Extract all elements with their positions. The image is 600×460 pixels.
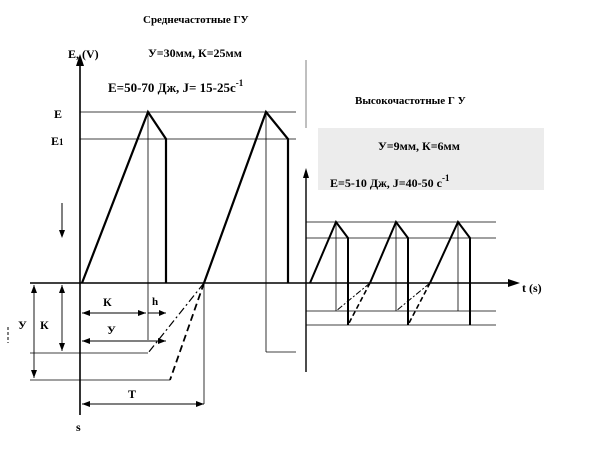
high-title: Высокочастотные Г У: [355, 95, 466, 107]
mid-penetration-dashdot: [148, 283, 204, 353]
dim-k-left-label: К: [40, 318, 49, 332]
mid-penetration-dashed: [170, 283, 204, 380]
dim-h-label: h: [152, 296, 159, 308]
x-axis-arrow: [508, 279, 520, 287]
e-label: Е: [54, 107, 63, 121]
high-params-1: У=9мм, К=6мм: [378, 139, 460, 153]
high-pulse-2: [370, 222, 430, 325]
s-axis-label: s: [76, 420, 81, 434]
x-axis-label: t (s): [522, 281, 542, 295]
dim-u-left-label: У: [18, 318, 27, 332]
mid-params-1: У=30мм, К=25мм: [148, 46, 242, 60]
dim-u-mid-label: У: [107, 323, 116, 337]
mid-pulse-2: [204, 112, 288, 404]
high-y-axis-arrow: [303, 168, 309, 178]
dim-k-top-label: К: [103, 295, 112, 309]
high-pulse-1: [310, 222, 370, 325]
y-axis-label: Е, (V): [68, 47, 99, 61]
high-pulse-3: [430, 222, 470, 325]
mid-title: Среднечастотные ГУ: [143, 14, 249, 26]
down-arrow-head: [59, 230, 65, 238]
high-params-2: Е=5-10 Дж, J=40-50 $с^{-1}$: [330, 173, 450, 190]
mid-params-2: Е=50-70 Дж, $J= 15-25с^{-1}$: [108, 78, 244, 95]
e1-label: Е1: [51, 134, 64, 148]
dim-t-label: Т: [128, 387, 137, 401]
